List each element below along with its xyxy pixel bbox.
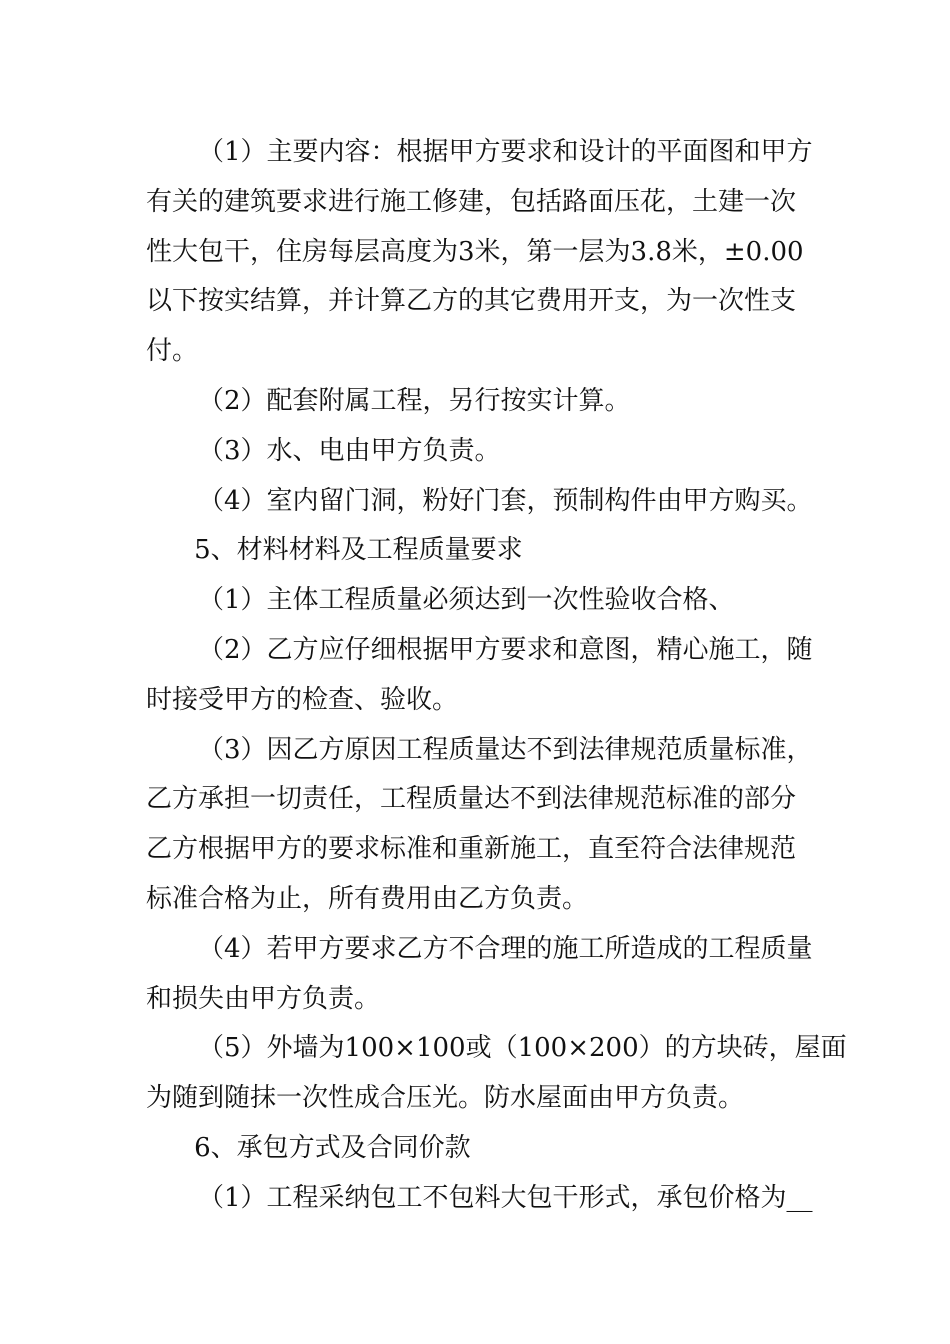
text-line: （2）配套附属工程，另行按实计算。 — [198, 385, 631, 416]
text-line: （2）乙方应仔细根据甲方要求和意图，精心施工，随 — [198, 634, 813, 665]
text-line: （4）若甲方要求乙方不合理的施工所造成的工程质量 — [198, 933, 813, 964]
text-line: 乙方根据甲方的要求标准和重新施工，直至符合法律规范 — [146, 834, 797, 865]
section-heading-materials-quality: 5、材料材料及工程质量要求 — [194, 535, 523, 566]
paragraph-exterior-tiles — [146, 1024, 847, 1124]
paragraph-contractor-liability — [146, 726, 813, 925]
text-line: 为随到随抹一次性成合压光。防水屋面由甲方负责。 — [146, 1083, 745, 1114]
text-line: （1）主要内容：根据甲方要求和设计的平面图和甲方 — [198, 137, 813, 167]
text-line: （5）外墙为100×100或（100×200）的方块砖，屋面 — [198, 1033, 847, 1064]
paragraph-door-openings — [146, 477, 813, 527]
paragraph-contract-form — [146, 1174, 813, 1224]
text-line: 时接受甲方的检查、验收。 — [146, 684, 459, 715]
paragraph-owner-liability — [146, 925, 813, 1025]
text-line: 性大包干，住房每层高度为3米，第一层为3.8米，±0.00 — [146, 236, 804, 267]
text-line: 有关的建筑要求进行施工修建，包括路面压花，土建一次 — [146, 186, 797, 217]
text-line: 乙方承担一切责任，工程质量达不到法律规范标准的部分 — [146, 784, 797, 815]
text-line: 付。 — [146, 336, 199, 367]
text-line: （3）水、电由甲方负责。 — [198, 435, 501, 466]
text-line: （1）工程采纳包工不包料大包干形式，承包价格为__ — [198, 1182, 813, 1213]
text-line: 标准合格为止，所有费用由乙方负责。 — [146, 883, 589, 914]
text-line: （3）因乙方原因工程质量达不到法律规范质量标准， — [198, 734, 813, 765]
text-line: 以下按实结算，并计算乙方的其它费用开支，为一次性支 — [146, 286, 797, 317]
paragraph-main-content — [146, 128, 813, 377]
text-line: （4）室内留门洞，粉好门套，预制构件由甲方购买。 — [198, 485, 813, 516]
paragraph-ancillary-works — [146, 377, 806, 427]
section-heading-contract-price: 6、承包方式及合同价款 — [194, 1132, 471, 1163]
paragraph-quality-acceptance — [146, 576, 806, 626]
text-line: （1）主体工程质量必须达到一次性验收合格、 — [198, 585, 735, 616]
text-line: 和损失由甲方负责。 — [146, 983, 381, 1014]
paragraph-careful-construction — [146, 626, 813, 726]
paragraph-water-electricity — [146, 427, 806, 477]
document-body — [146, 128, 847, 1224]
